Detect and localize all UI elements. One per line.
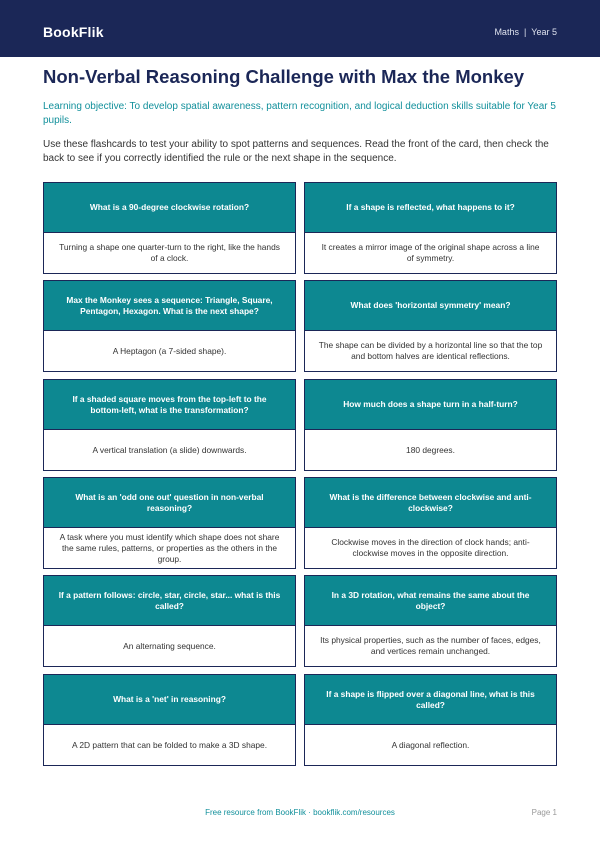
flashcard[interactable]: [304, 182, 557, 274]
flashcard[interactable]: [43, 674, 296, 766]
card-back: An alternating sequence.: [123, 640, 216, 651]
card-back: A Heptagon (a 7-sided shape).: [112, 345, 227, 356]
header-meta: [494, 27, 557, 37]
flashcard[interactable]: [43, 280, 296, 372]
flashcard[interactable]: [304, 379, 557, 471]
card-back: Turning a shape one quarter-turn to the right, like the hands of a clock.: [59, 242, 280, 263]
card-back: A task where you must identify which shape does not share the same rules, patterns, or properties as the others in the group.: [59, 531, 280, 564]
learning-objective: Learning objective: To develop spatial awareness, pattern recognition, and logical deduction skills suitable for Year 5 pupils.: [43, 101, 556, 126]
card-front: What is an 'odd one out' question in non-verbal reasoning?: [44, 478, 295, 528]
card-front: If a shape is reflected, what happens to it?: [305, 183, 556, 233]
flashcard[interactable]: [43, 575, 296, 667]
page-title: Non-Verbal Reasoning Challenge with Max the Monkey: [43, 66, 525, 87]
card-back: A diagonal reflection.: [391, 739, 470, 750]
card-back: Its physical properties, such as the number of faces, edges, and vertices remain unchanged.: [320, 635, 541, 656]
card-back: It creates a mirror image of the original shape across a line of symmetry.: [321, 242, 540, 263]
flashcard[interactable]: [43, 379, 296, 471]
intro-text: Use these flashcards to test your ability to spot patterns and sequences. Read the front of the card, then check the back to see if you correctly identified the rule or the next shape in the sequence.: [43, 139, 549, 164]
card-back: Clockwise moves in the direction of clock hands; anti-clockwise moves in the opposite direction.: [331, 537, 530, 558]
card-back: The shape can be divided by a horizontal line so that the top and bottom halves are identical reflections.: [318, 340, 543, 361]
flashcard[interactable]: [43, 477, 296, 569]
flashcard[interactable]: [304, 674, 557, 766]
flashcard[interactable]: [304, 477, 557, 569]
flashcard[interactable]: [304, 280, 557, 372]
footer-link[interactable]: Free resource from BookFlik · bookflik.com/resources: [205, 808, 395, 817]
card-front: Max the Monkey sees a sequence: Triangle, Square, Pentagon, Hexagon. What is the next shape?: [44, 281, 295, 331]
header-bar: [0, 0, 600, 57]
card-front: What is the difference between clockwise and anti-clockwise?: [305, 478, 556, 528]
subject-label: Maths: [494, 27, 519, 37]
level-label: Year 5: [531, 27, 557, 37]
card-front: If a pattern follows: circle, star, circle, star... what is this called?: [44, 576, 295, 626]
card-front: What is a 'net' in reasoning?: [44, 675, 295, 725]
card-front: If a shape is flipped over a diagonal line, what is this called?: [305, 675, 556, 725]
card-front: How much does a shape turn in a half-turn?: [305, 380, 556, 430]
card-back: A vertical translation (a slide) downwards.: [92, 444, 247, 455]
flashcard[interactable]: [304, 575, 557, 667]
card-front: If a shaded square moves from the top-left to the bottom-left, what is the transformation?: [44, 380, 295, 430]
card-back: A 2D pattern that can be folded to make a 3D shape.: [71, 739, 268, 750]
card-back: 180 degrees.: [406, 444, 455, 455]
card-front: In a 3D rotation, what remains the same about the object?: [305, 576, 556, 626]
card-front: What does 'horizontal symmetry' mean?: [305, 281, 556, 331]
flashcard[interactable]: [43, 182, 296, 274]
meta-separator: |: [523, 27, 527, 37]
page-number: Page 1: [531, 808, 557, 817]
card-front: What is a 90-degree clockwise rotation?: [44, 183, 295, 233]
brand-logo-text[interactable]: BookFlik: [43, 24, 104, 40]
